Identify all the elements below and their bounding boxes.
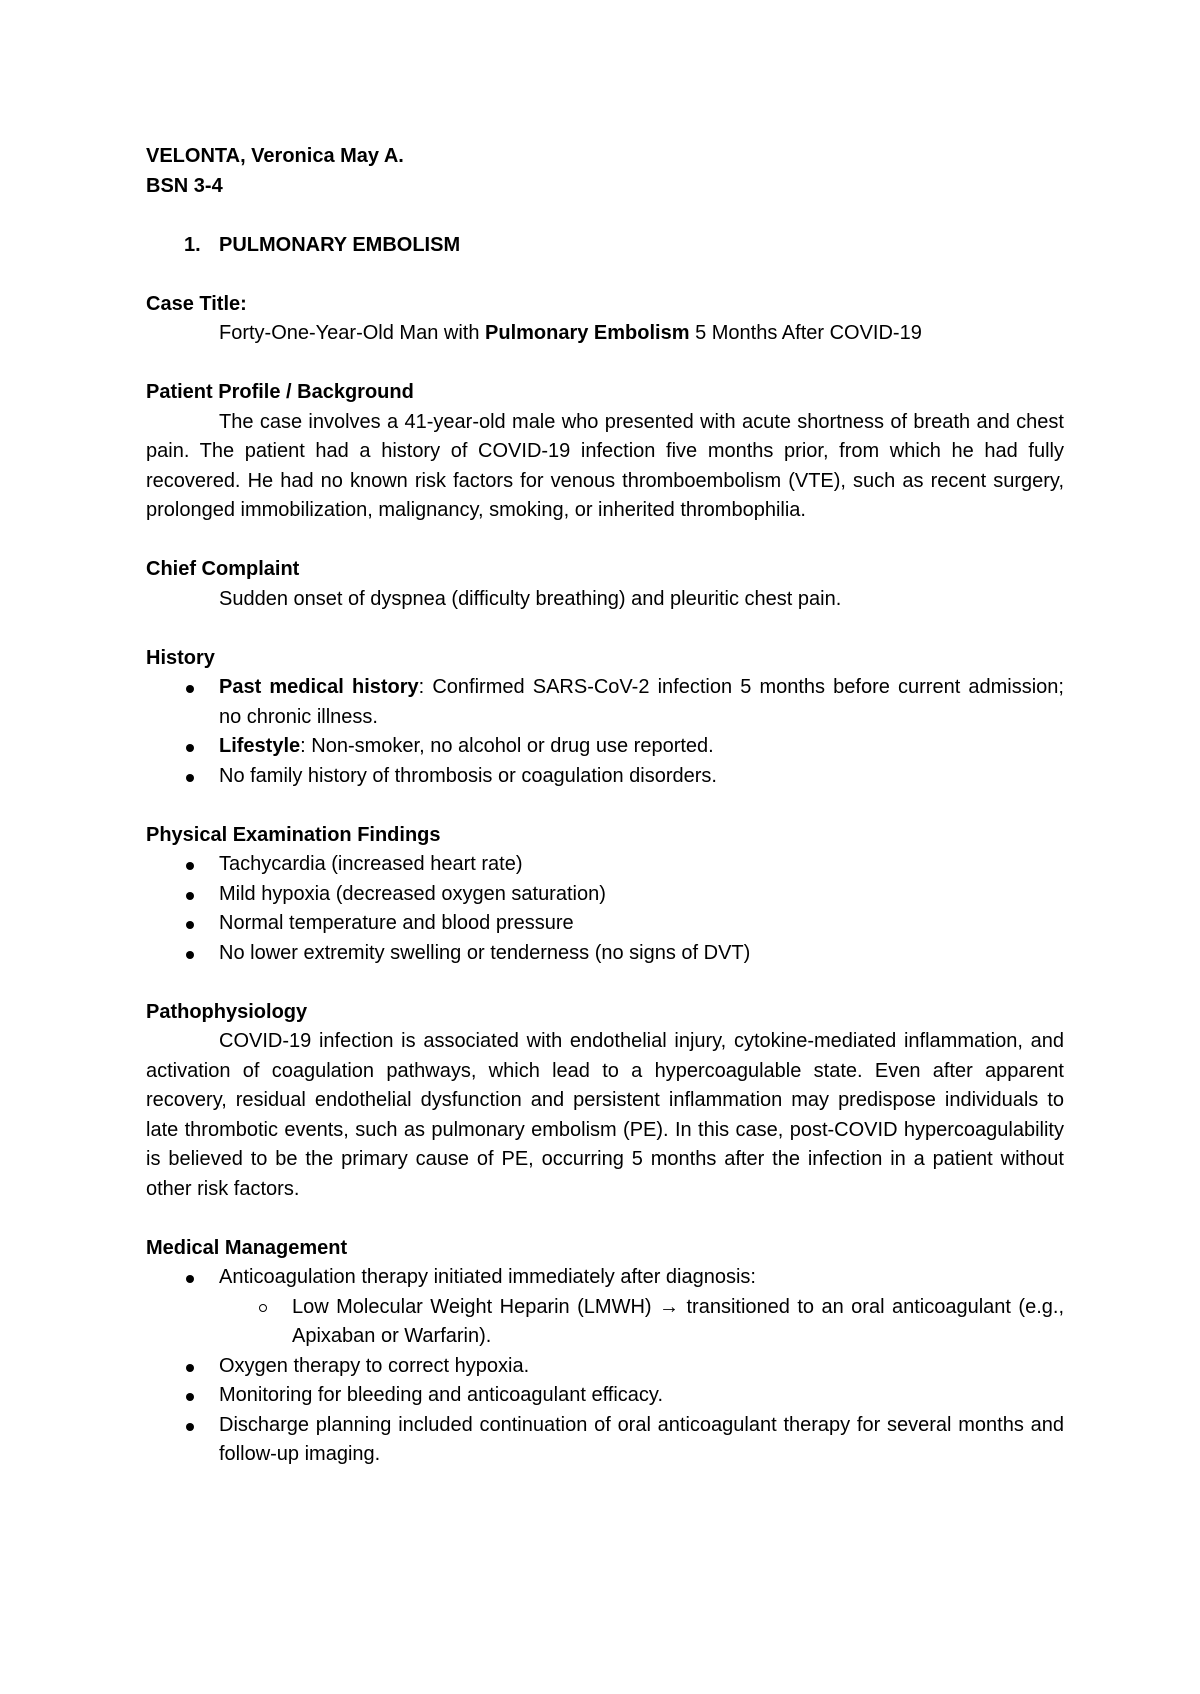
pathophysiology-heading: Pathophysiology	[146, 1000, 308, 1023]
chief-complaint-heading: Chief Complaint	[146, 558, 300, 580]
bullet-icon	[186, 1275, 194, 1283]
case-title-text	[146, 319, 1064, 349]
pathophysiology-paragraph: COVID-19 infection is associated with endothelial injury, cytokine-mediated inflammation, and activation of coagulation pathways, which lead to a hypercoagulable state. Even after apparent recovery, residual endothelial dysfunction and persistent inflammation may predispose individuals to late thrombotic events, such as pulmonary embolism (PE). In this case, post-COVID hypercoagulability is believed to be the primary cause of PE, occurring 5 months after the infection in a patient without other risk factors.	[146, 1030, 1064, 1200]
topic-number: 1.	[184, 233, 201, 256]
topic-heading	[146, 231, 1064, 261]
case-title-before: Forty-One-Year-Old Man with	[219, 322, 486, 344]
student-section: BSN 3-4	[146, 174, 223, 197]
document-page	[146, 142, 1064, 1470]
list-item: No family history of thrombosis or coagulation disorders.	[146, 762, 1064, 792]
list-item: Discharge planning included continuation of oral anticoagulant therapy for several months and follow-up imaging.	[146, 1411, 1064, 1470]
bullet-icon	[186, 685, 194, 693]
list-item: Lifestyle: Non-smoker, no alcohol or drug use reported.	[146, 732, 1064, 762]
history-list	[146, 673, 1064, 791]
management-heading: Medical Management	[146, 1236, 348, 1259]
bullet-icon	[186, 862, 194, 870]
bullet-icon	[186, 1393, 194, 1401]
background-heading: Patient Profile / Background	[146, 381, 414, 403]
list-item: Monitoring for bleeding and anticoagulant efficacy.	[146, 1381, 1064, 1411]
bullet-icon	[186, 951, 194, 959]
case-title-heading: Case Title:	[146, 292, 247, 315]
bullet-icon	[186, 921, 194, 929]
topic-title: PULMONARY EMBOLISM	[219, 233, 461, 256]
management-list-continued	[146, 1352, 1064, 1470]
physical-exam-list	[146, 850, 1064, 968]
student-name: VELONTA, Veronica May A.	[146, 145, 404, 167]
list-item: Tachycardia (increased heart rate)	[146, 850, 1064, 880]
list-item: Mild hypoxia (decreased oxygen saturation)	[146, 880, 1064, 910]
management-list	[146, 1263, 1064, 1293]
case-title-after: 5 Months After COVID-19	[689, 322, 922, 344]
bullet-icon	[186, 774, 194, 782]
management-sub-list	[146, 1293, 1064, 1352]
chief-complaint-text: Sudden onset of dyspnea (difficulty breathing) and pleuritic chest pain.	[219, 587, 842, 610]
list-item: Anticoagulation therapy initiated immediately after diagnosis:	[146, 1263, 1064, 1293]
history-heading: History	[146, 646, 215, 669]
hollow-bullet-icon	[259, 1304, 267, 1312]
list-item: Oxygen therapy to correct hypoxia.	[146, 1352, 1064, 1382]
list-item: Normal temperature and blood pressure	[146, 909, 1064, 939]
bullet-icon	[186, 1364, 194, 1372]
bullet-icon	[186, 892, 194, 900]
case-title-bold: Pulmonary Embolism	[485, 322, 690, 344]
background-paragraph: The case involves a 41-year-old male who presented with acute shortness of breath and chest pain. The patient had a history of COVID-19 infection five months prior, from which he had fully recovered. He had no known risk factors for venous thromboembolism (VTE), such as recent surgery, prolonged immobilization, malignancy, smoking, or inherited thrombophilia.	[146, 410, 1064, 521]
physical-exam-heading: Physical Examination Findings	[146, 823, 441, 846]
bullet-icon	[186, 1423, 194, 1431]
list-item: Past medical history: Confirmed SARS-CoV-2 infection 5 months before current admission; no chronic illness.	[146, 673, 1064, 732]
list-item: Low Molecular Weight Heparin (LMWH) → transitioned to an oral anticoagulant (e.g., Apixaban or Warfarin).	[146, 1293, 1064, 1352]
bullet-icon	[186, 744, 194, 752]
list-item: No lower extremity swelling or tenderness (no signs of DVT)	[146, 939, 1064, 969]
